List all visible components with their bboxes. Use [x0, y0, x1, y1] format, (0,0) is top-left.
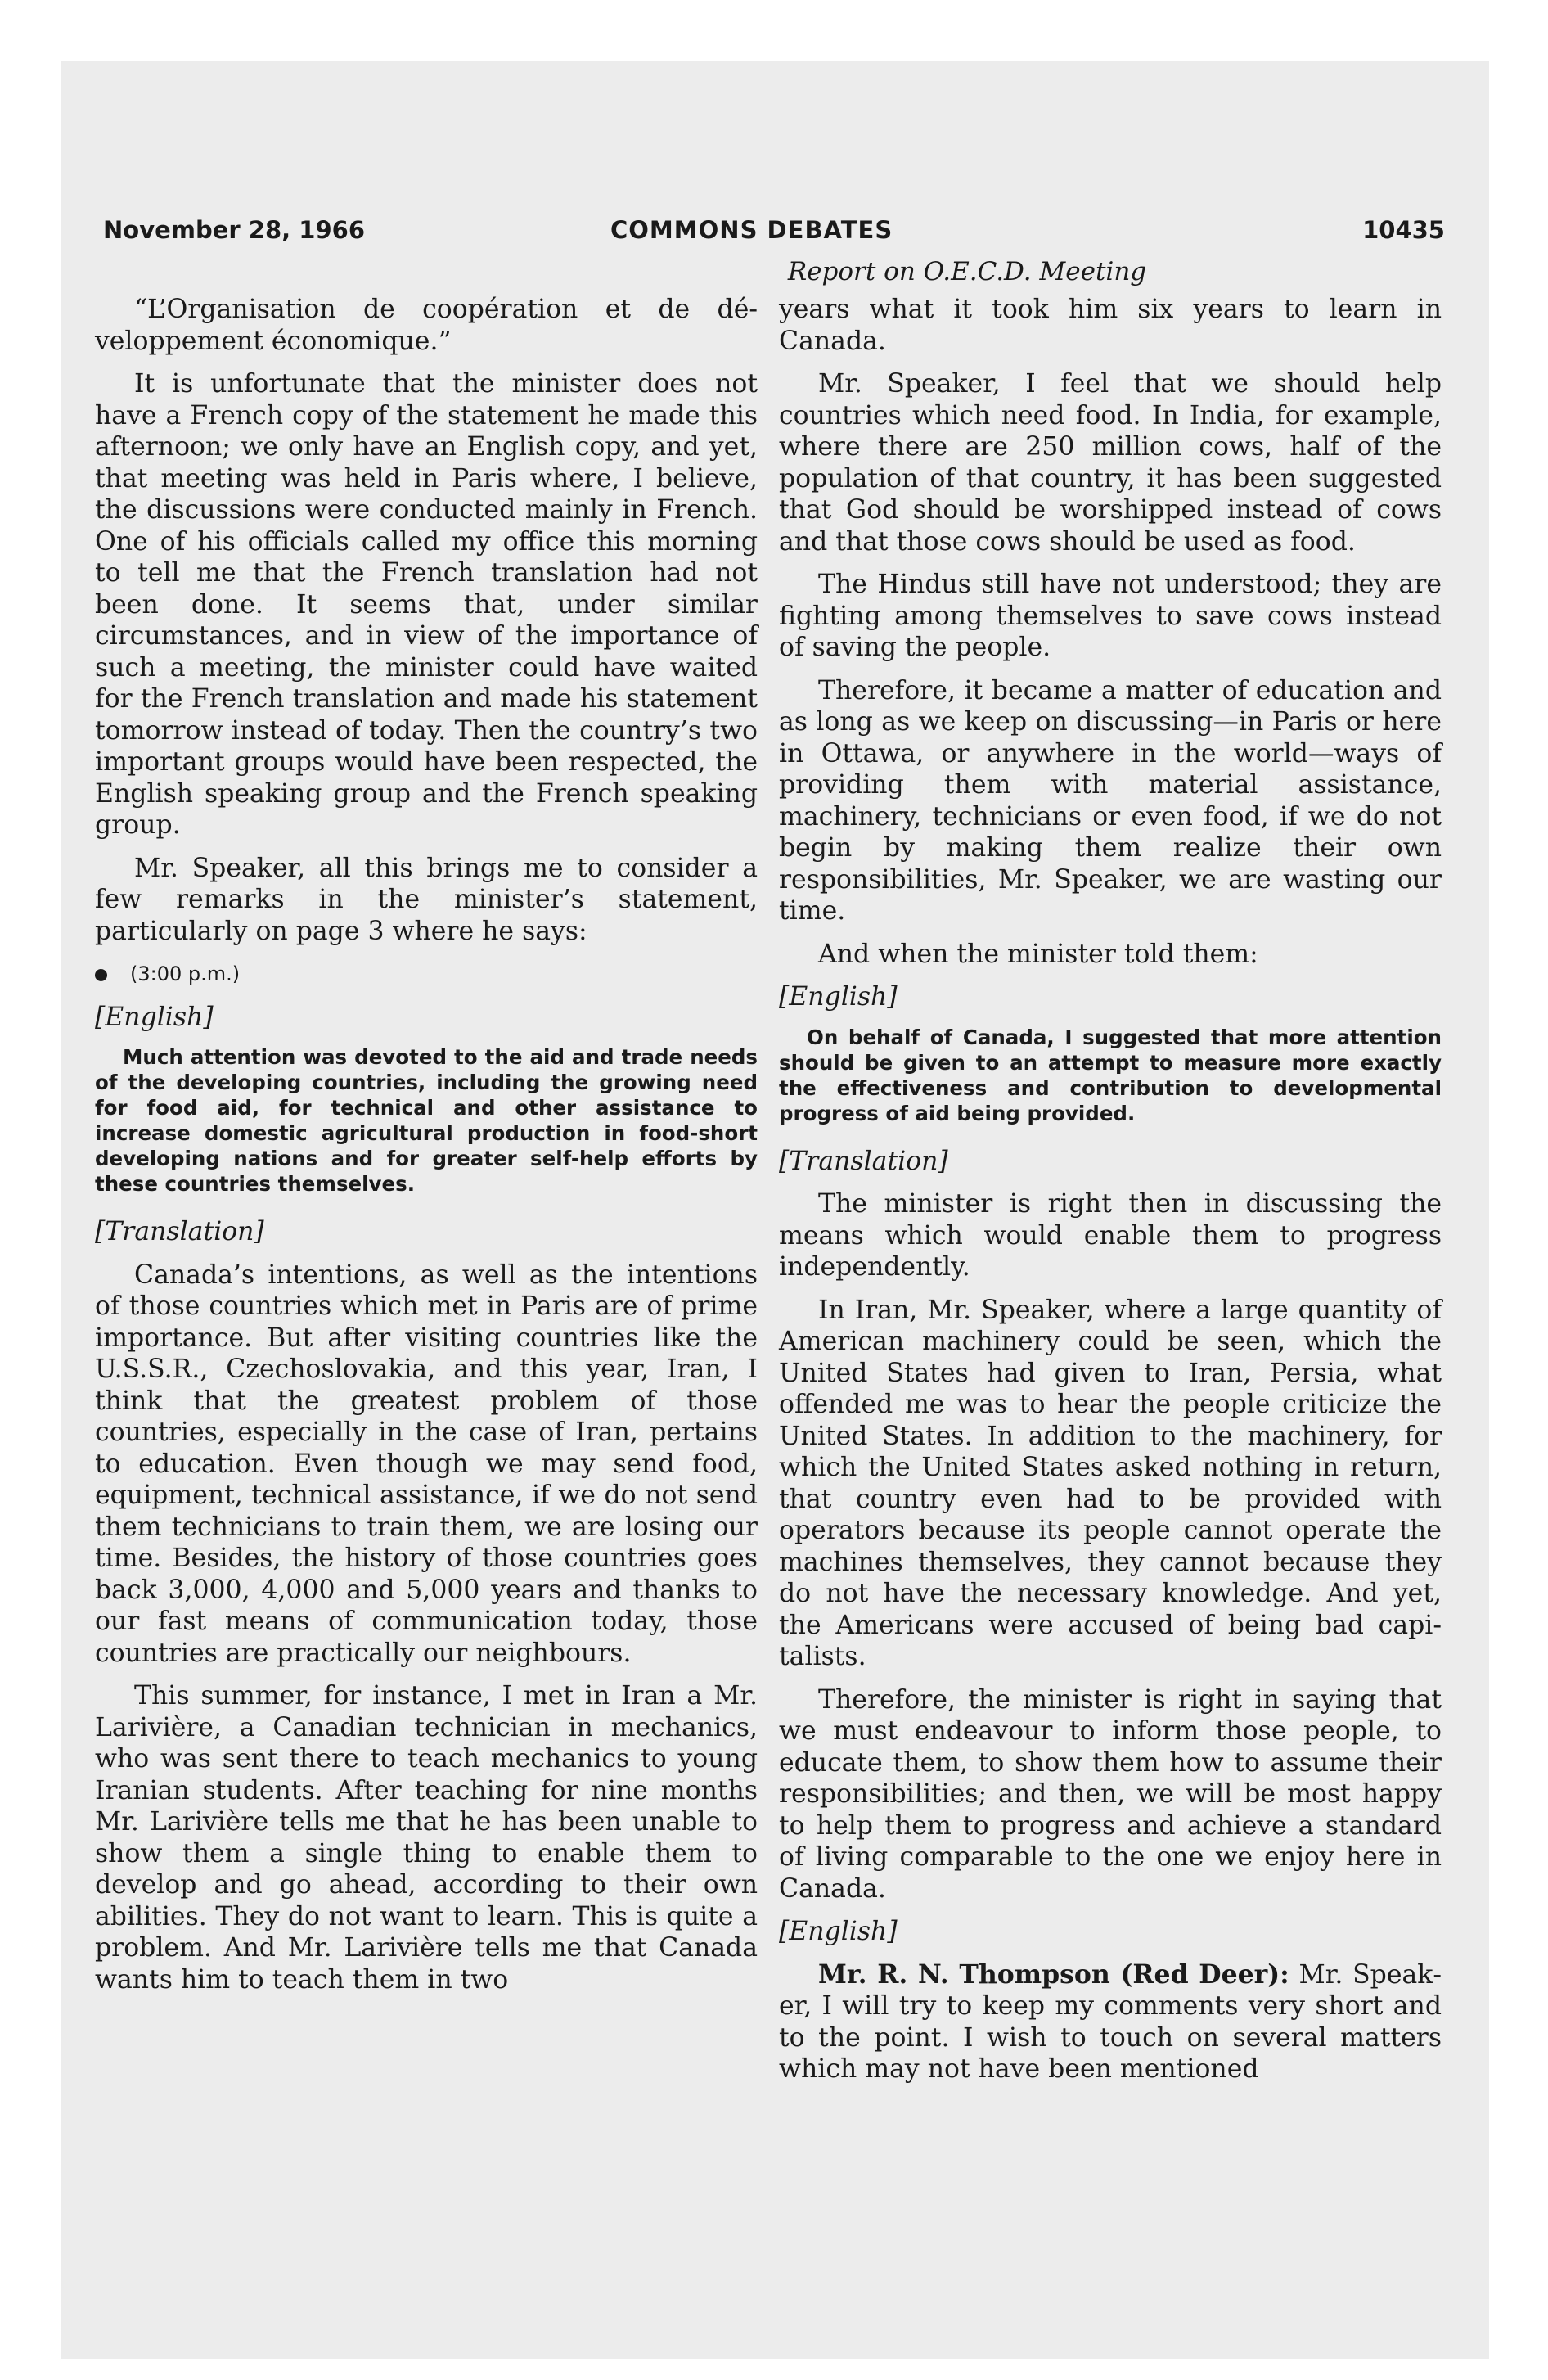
right-column: [779, 294, 1442, 2097]
language-tag: [English]: [779, 982, 898, 1012]
paragraph: years what it took him six years to learn in Canada.: [779, 295, 1442, 356]
paragraph: The Hindus still have not understood; they are fighting among themselves to save cows instead of saving the people.: [779, 570, 1442, 662]
paragraph: Therefore, the minister is right in saying that we must endeavour to inform those people, to educate them, to show them how to assume their responsibilities; and then, we will be most happy to help them to progress and achieve a standard of living comparable to the one we enjoy here in Canada.: [779, 1684, 1442, 1904]
speech-text: Mr. Speaker, I will try to keep my comments very short and to the point. I wish to touch on several matters which may not have been mentioned: [779, 1959, 1442, 2084]
language-tag: [English]: [779, 1917, 898, 1946]
paragraph: “L’Organisation de coopération et de développement économique.”: [95, 295, 758, 356]
language-tag: [Translation]: [95, 1217, 264, 1246]
quoted-statement: Much attention was devoted to the aid and trade needs of the developing countries, including the growing need for food aid, for technical and other assistance to increase domestic agricultural production in food-short developing nations and for greater self-help efforts by these countries themselves.: [95, 1045, 758, 1196]
paragraph: It is unfortunate that the minister does not have a French copy of the statement he made this afternoon; we only have an English copy, and yet, that meeting was held in Paris where, I believe, the discussions were conducted mainly in French. One of his officials called my office this morning to tell me that the French translation had not been done. It seems that, under similar circumstances, and in view of the importance of such a meeting, the minister could have waited for the French translation and made his statement tomorrow instead of today. Then the country’s two important groups would have been respected, the English speaking group and the French speaking group.: [95, 369, 758, 840]
paragraph: In Iran, Mr. Speaker, where a large quantity of American machinery could be seen, which the United States had given to Iran, Persia, what offended me was to hear the people criticize the United States. In addition to the machinery, for which the United States asked nothing in return, that country even had to be provided with operators because its people cannot operate the machines themselves, they cannot because they do not have the necessary knowledge. And yet, the Americans were accused of being bad capitalists.: [779, 1295, 1442, 1671]
header-date: November 28, 1966: [103, 216, 365, 244]
paragraph: And when the minister told them:: [818, 939, 1258, 969]
section-subhead: Report on O.E.C.D. Meeting: [787, 257, 1147, 286]
paragraph: Mr. Speaker, I feel that we should help countries which need food. In India, for example, where there are 250 million cows, half of the population of that country, it has been suggested that God should be worshipped instead of cows and that those cows should be used as food.: [779, 369, 1442, 557]
document-page: [61, 61, 1489, 2359]
paragraph: This summer, for instance, I met in Iran a Mr. Larivière, a Canadian technician in mechanics, who was sent there to teach mechanics to young Iranian students. After teaching for nine months Mr. Larivière tells me that he has been unable to show them a single thing to enable them to develop and go ahead, according to their own abilities. They do not want to learn. This is quite a problem. And Mr. Larivière tells me that Canada wants him to teach them in two: [95, 1681, 758, 1995]
paragraph: Mr. Speaker, all this brings me to consider a few remarks in the minister’s statement, particularly on page 3 where he says:: [95, 853, 758, 946]
paragraph: [779, 1959, 1442, 2085]
paragraph: Therefore, it became a matter of education and as long as we keep on discussing—in Paris or here in Ottawa, or anywhere in the world—ways of providing them with material assistance, machinery, technicians or even food, if we do not begin by making them realize their own responsibilities, Mr. Speaker, we are wasting our time.: [779, 675, 1442, 926]
paragraph: Canada’s intentions, as well as the intentions of those countries which met in Paris are of prime importance. But after visiting countries like the U.S.S.R., Czechoslovakia, and this year, Iran, I think that the greatest problem of those countries, especially in the case of Iran, pertains to education. Even though we may send food, equipment, technical assistance, if we do not send them technicians to train them, we are losing our time. Besides, the history of those countries goes back 3,000, 4,000 and 5,000 years and thanks to our fast means of communication today, those countries are practically our neighbours.: [95, 1260, 758, 1668]
bullet-icon: [95, 969, 107, 981]
left-column: [95, 294, 758, 2007]
timestamp-row: [95, 958, 758, 990]
header-title: COMMONS DEBATES: [610, 216, 893, 244]
language-tag: [English]: [95, 1002, 214, 1032]
language-tag: [Translation]: [779, 1146, 948, 1176]
timestamp: (3:00 p.m.): [130, 962, 241, 985]
quoted-statement: On behalf of Canada, I suggested that more attention should be given to an attempt to measure more exactly the effectiveness and contribution to developmental progress of aid being provided.: [779, 1025, 1442, 1125]
header-page-number: 10435: [1362, 216, 1445, 244]
speaker-name: Mr. R. N. Thompson (Red Deer):: [818, 1959, 1289, 1990]
paragraph: The minister is right then in discussing the means which would enable them to progress independently.: [779, 1189, 1442, 1282]
